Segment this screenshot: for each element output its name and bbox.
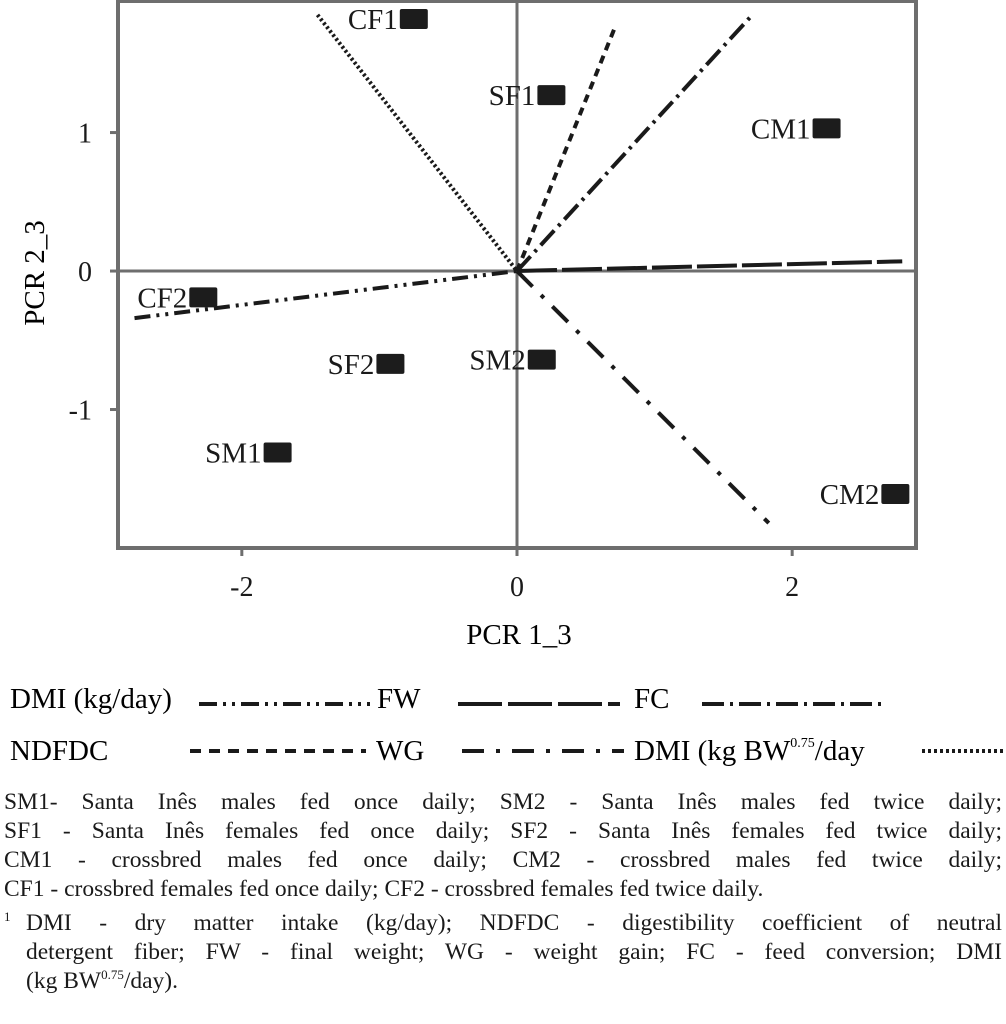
legend-label-ndfdc: NDFDC [10, 735, 109, 767]
point-marker-sf1 [537, 85, 565, 105]
point-marker-cm1 [813, 118, 841, 138]
vector-wg [517, 271, 769, 523]
point-label-cm1: CM1 [750, 113, 811, 146]
footnotes [4, 788, 1002, 996]
footnote-line: CF1 - crossbred females fed once daily; CF2 - crossbred females fed twice daily. [4, 876, 764, 902]
y-axis-label: PCR 2_3 [19, 220, 51, 326]
legend-superscript: 0.75 [790, 736, 815, 751]
point-marker-sm2 [528, 350, 556, 370]
note-line: 1 DMI - dry matter intake (kg/day); NDFDC - digestibility coefficient of neutral [4, 909, 1002, 936]
point-label-sf1: SF1 [488, 80, 536, 113]
point-label-cf2: CF2 [137, 282, 188, 315]
footnote-line: SF1 - Santa Inês females fed once daily; SF2 - Santa Inês females fed twice daily; [4, 818, 1002, 844]
note-superscript: 0.75 [101, 967, 124, 983]
legend-label-wg: WG [376, 735, 425, 767]
y-tick-label: 1 [78, 118, 92, 150]
x-tick-label: 2 [785, 572, 800, 603]
point-marker-cf2 [189, 287, 217, 307]
point-marker-sm1 [264, 442, 292, 462]
point-marker-sf2 [376, 354, 404, 374]
point-marker-cf1 [400, 9, 428, 29]
legend-label-fc: FC [634, 683, 670, 715]
note-text-3: (kg BW [26, 968, 102, 994]
point-label-sm1: SM1 [205, 437, 262, 470]
x-tick-label: -2 [230, 572, 254, 603]
legend-label-dmi-bw: DMI (kg $BW^{0.75}$/day [634, 735, 865, 767]
legend-label-fw: FW [377, 683, 421, 715]
point-label-sm2: SM2 [469, 344, 526, 377]
note-text-1: DMI - dry matter intake (kg/day); NDFDC - digestibility coefficient of neutral [26, 910, 1002, 936]
point-label-cm2: CM2 [819, 478, 880, 511]
legend-label-dmi-kg-day: DMI (kg/day) [10, 683, 172, 715]
note-text-3-tail: /day). [123, 968, 178, 994]
note-line: detergent fiber; FW - final weight; WG - weight gain; FC - feed conversion; DMI [26, 939, 1002, 965]
x-axis-label: PCR 1_3 [466, 619, 572, 651]
legend-label-tail: /day [814, 735, 865, 767]
y-tick-label: -1 [68, 395, 92, 427]
point-marker-cm2 [881, 484, 909, 504]
vector-dmi-kg-bw0-75-day [318, 15, 518, 271]
footnote-line: CM1 - crossbred males fed once daily; CM2 - crossbred males fed twice daily; [4, 847, 1002, 873]
legend [10, 683, 1004, 767]
point-label-sf2: SF2 [327, 348, 375, 381]
point-label-cf1: CF1 [347, 4, 398, 37]
vector-ndfdc [517, 25, 616, 271]
y-tick-label: 0 [78, 257, 92, 289]
vector-fc [517, 13, 754, 271]
note-line [4, 967, 1002, 996]
axis-ticks [69, 119, 800, 603]
x-tick-label: 0 [510, 572, 524, 603]
footnote-line: SM1- Santa Inês males fed once daily; SM2 - Santa Inês males fed twice daily; [4, 789, 1002, 815]
